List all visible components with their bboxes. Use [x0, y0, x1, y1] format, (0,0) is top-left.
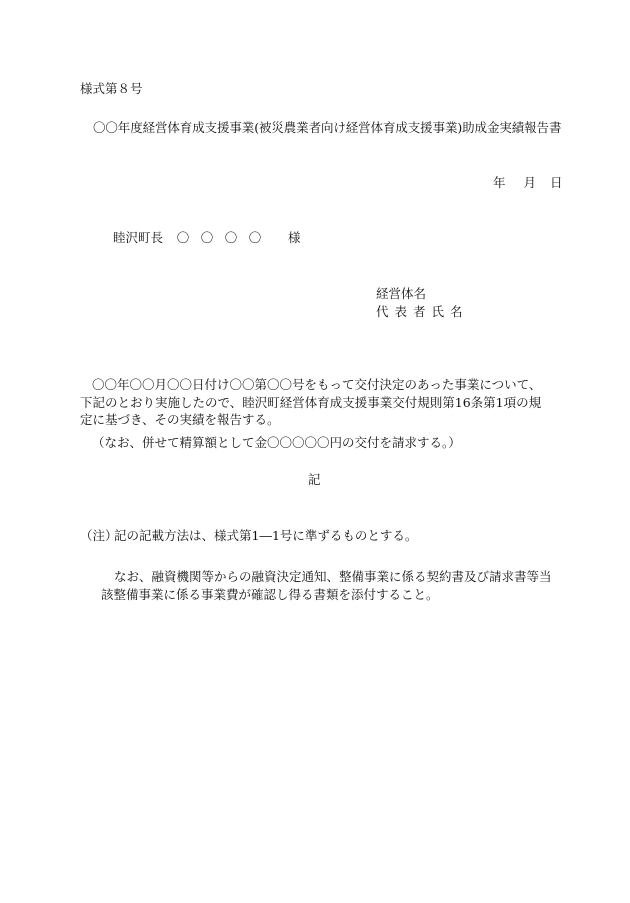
date-month-label: 月 [523, 175, 537, 190]
document-title: 〇〇年度経営体育成支援事業(被災農業者向け経営体育成支援事業)助成金実績報告書 [93, 120, 562, 135]
date-day-label: 日 [550, 175, 563, 190]
addressee-title: 睦沢町長 [113, 230, 164, 245]
date-line [493, 177, 563, 190]
request-note: （なお、併せて精算額として金〇〇〇〇〇円の交付を請求する。） [92, 435, 461, 450]
note-text: 記の記載方法は、様式第1―1号に準ずるものとする。 [114, 528, 418, 543]
form-number: 様式第８号 [80, 81, 143, 96]
date-year-label: 年 [493, 175, 506, 190]
ki-heading: 記 [308, 472, 321, 487]
body-text: 〇〇年〇〇月〇〇日付け〇〇第〇〇号をもって交付決定のあった事業について、下記のとおり実施したので、睦沢町経営体育成支援事業交付規則第16条第1項の規定に基づき、その実績を報告する。 [80, 377, 542, 427]
name-placeholder: 〇 [224, 230, 238, 245]
addressee [113, 232, 301, 245]
applicant-representative-label: 代表者氏名 [376, 304, 469, 319]
name-placeholder: 〇 [248, 230, 262, 245]
note-label: （注） [80, 528, 118, 543]
addressee-honorific: 様 [288, 230, 301, 245]
name-placeholder: 〇 [176, 230, 190, 245]
applicant-entity-label: 経営体名 [376, 286, 427, 301]
name-placeholder: 〇 [200, 230, 214, 245]
note-paragraph: なお、融資機関等からの融資決定通知、整備事業に係る契約書及び請求書等当該整備事業に係る事業費が確認し得る書類を添付すること。 [101, 569, 552, 602]
